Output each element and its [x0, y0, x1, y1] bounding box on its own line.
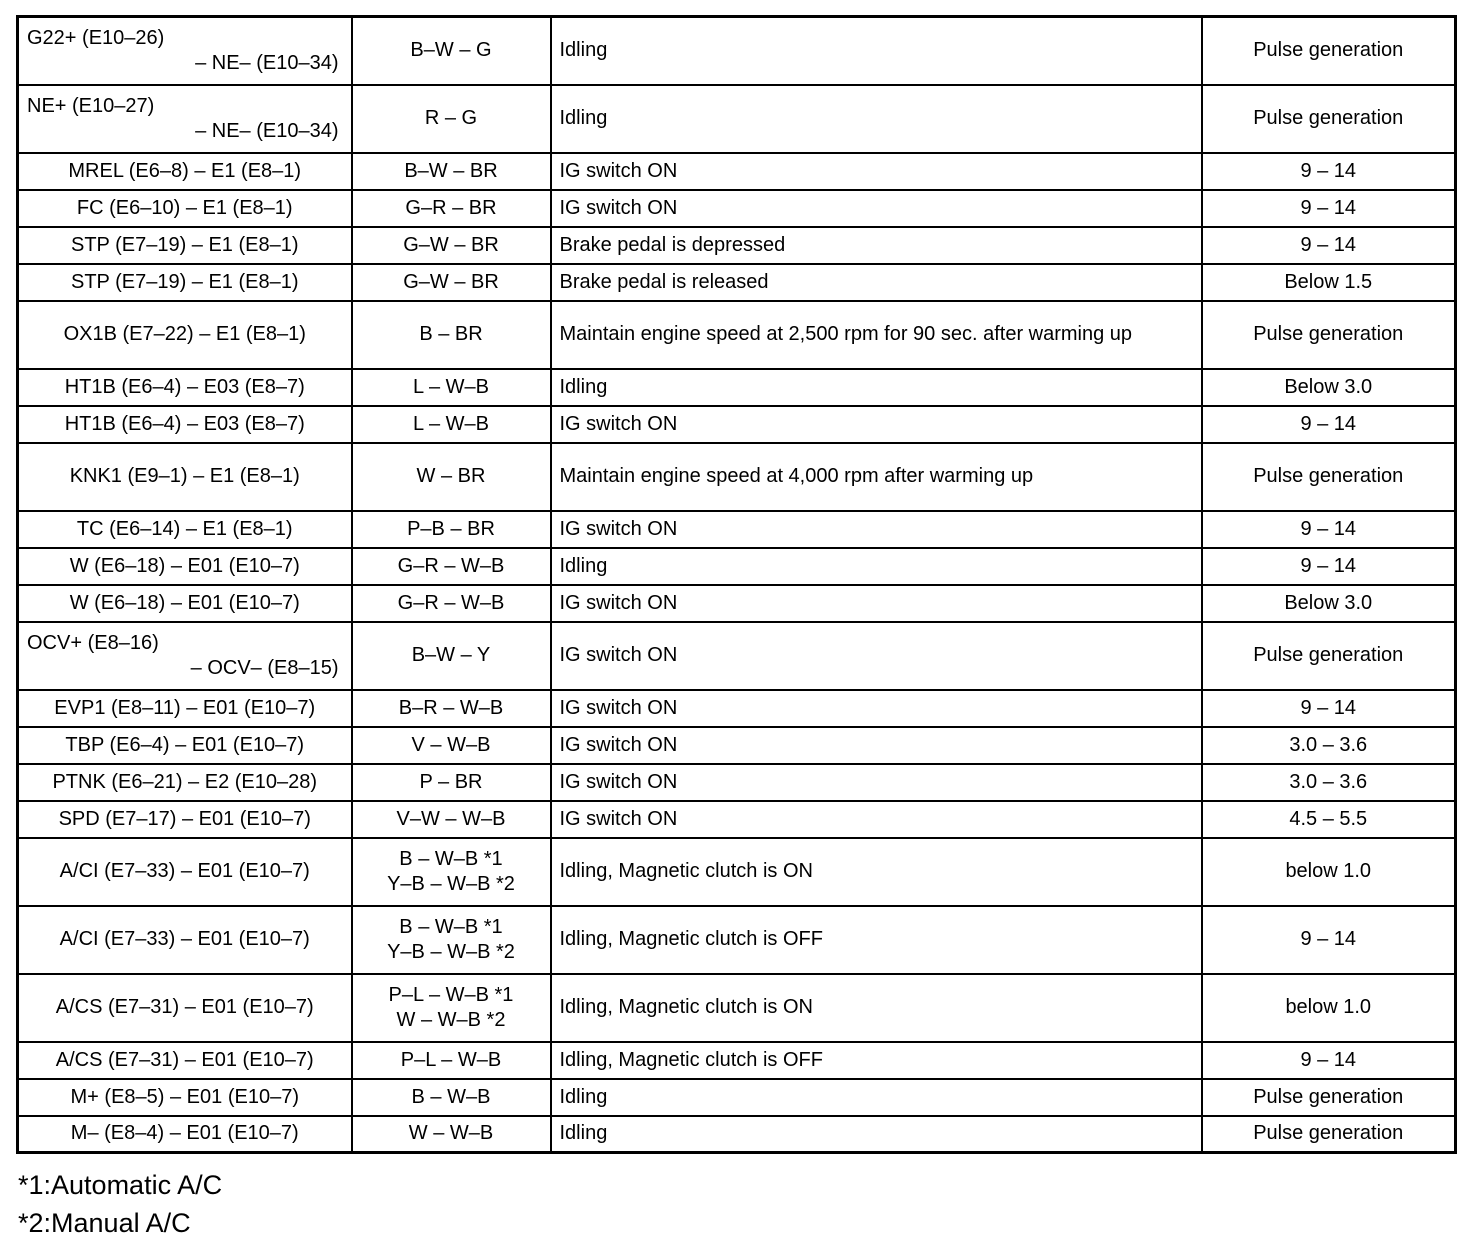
- standard-cell: Pulse generation: [1202, 622, 1456, 690]
- table-row: [18, 190, 1456, 227]
- wiring-color-cell: [352, 838, 551, 906]
- terminal-cell: A/CI (E7–33) – E01 (E10–7): [18, 906, 352, 974]
- wiring-color-cell: G–R – W–B: [352, 585, 551, 622]
- standard-cell: 3.0 – 3.6: [1202, 764, 1456, 801]
- standard-cell: below 1.0: [1202, 838, 1456, 906]
- wiring-color-cell: L – W–B: [352, 406, 551, 443]
- condition-cell: Idling: [551, 369, 1202, 406]
- terminal-cell: OX1B (E7–22) – E1 (E8–1): [18, 301, 352, 369]
- standard-cell: 9 – 14: [1202, 153, 1456, 190]
- wiring-color-line: Y–B – W–B *2: [387, 940, 515, 963]
- condition-cell: IG switch ON: [551, 801, 1202, 838]
- footnote-manual-ac: *2:Manual A/C: [18, 1208, 191, 1238]
- terminal-cell: A/CS (E7–31) – E01 (E10–7): [18, 974, 352, 1042]
- terminal-cell: TBP (E6–4) – E01 (E10–7): [18, 727, 352, 764]
- wiring-color-cell: B – W–B: [352, 1079, 551, 1116]
- wiring-color-line: Y–B – W–B *2: [387, 872, 515, 895]
- terminal-cell: TC (E6–14) – E1 (E8–1): [18, 511, 352, 548]
- condition-cell: IG switch ON: [551, 764, 1202, 801]
- standard-cell: 9 – 14: [1202, 1042, 1456, 1079]
- terminal-cell: STP (E7–19) – E1 (E8–1): [18, 227, 352, 264]
- condition-cell: Idling: [551, 85, 1202, 153]
- table-row: [18, 227, 1456, 264]
- standard-cell: 9 – 14: [1202, 511, 1456, 548]
- standard-cell: Pulse generation: [1202, 443, 1456, 511]
- table-row: [18, 443, 1456, 511]
- table-row: [18, 406, 1456, 443]
- wiring-color-cell: G–R – BR: [352, 190, 551, 227]
- terminal-line: OCV+ (E8–16): [27, 631, 159, 654]
- wiring-color-line: B – W–B *1: [399, 915, 503, 938]
- wiring-color-cell: [352, 906, 551, 974]
- table-row: [18, 838, 1456, 906]
- wiring-color-line: B – W–B *1: [399, 847, 503, 870]
- table-body: [18, 17, 1456, 1153]
- table-row: [18, 690, 1456, 727]
- terminal-cell: A/CS (E7–31) – E01 (E10–7): [18, 1042, 352, 1079]
- terminal-cell: PTNK (E6–21) – E2 (E10–28): [18, 764, 352, 801]
- condition-cell: IG switch ON: [551, 190, 1202, 227]
- standard-cell: Pulse generation: [1202, 85, 1456, 153]
- terminal-cell: KNK1 (E9–1) – E1 (E8–1): [18, 443, 352, 511]
- condition-cell: Idling: [551, 17, 1202, 85]
- standard-cell: 9 – 14: [1202, 906, 1456, 974]
- standard-cell: Below 3.0: [1202, 369, 1456, 406]
- wiring-color-cell: [352, 974, 551, 1042]
- standard-cell: Pulse generation: [1202, 301, 1456, 369]
- wiring-color-cell: G–R – W–B: [352, 548, 551, 585]
- table-row: [18, 511, 1456, 548]
- ecu-terminal-voltage-table: [16, 15, 1457, 1154]
- terminal-line: NE+ (E10–27): [27, 94, 155, 117]
- condition-cell: IG switch ON: [551, 622, 1202, 690]
- table-row: [18, 301, 1456, 369]
- table-row: [18, 1079, 1456, 1116]
- condition-cell: Idling: [551, 548, 1202, 585]
- standard-cell: 9 – 14: [1202, 227, 1456, 264]
- wiring-color-line: P–L – W–B *1: [388, 983, 514, 1006]
- condition-cell: IG switch ON: [551, 585, 1202, 622]
- terminal-cell: W (E6–18) – E01 (E10–7): [18, 548, 352, 585]
- condition-cell: Brake pedal is depressed: [551, 227, 1202, 264]
- table-row: [18, 264, 1456, 301]
- table-row: [18, 17, 1456, 85]
- condition-cell: IG switch ON: [551, 690, 1202, 727]
- wiring-color-cell: B–W – Y: [352, 622, 551, 690]
- terminal-cell: M– (E8–4) – E01 (E10–7): [18, 1116, 352, 1153]
- standard-cell: 4.5 – 5.5: [1202, 801, 1456, 838]
- condition-cell: IG switch ON: [551, 153, 1202, 190]
- wiring-color-cell: W – W–B: [352, 1116, 551, 1153]
- wiring-color-cell: R – G: [352, 85, 551, 153]
- wiring-color-cell: B–W – G: [352, 17, 551, 85]
- terminal-cell: HT1B (E6–4) – E03 (E8–7): [18, 406, 352, 443]
- condition-cell: Idling, Magnetic clutch is ON: [551, 838, 1202, 906]
- wiring-color-cell: G–W – BR: [352, 264, 551, 301]
- standard-cell: 3.0 – 3.6: [1202, 727, 1456, 764]
- terminal-line: – OCV– (E8–15): [190, 656, 339, 679]
- terminal-line: G22+ (E10–26): [27, 26, 165, 49]
- standard-cell: 9 – 14: [1202, 406, 1456, 443]
- terminal-cell: MREL (E6–8) – E1 (E8–1): [18, 153, 352, 190]
- terminal-cell: M+ (E8–5) – E01 (E10–7): [18, 1079, 352, 1116]
- condition-cell: Maintain engine speed at 4,000 rpm after warming up: [551, 443, 1202, 511]
- table-row: [18, 85, 1456, 153]
- standard-cell: Pulse generation: [1202, 17, 1456, 85]
- condition-cell: Idling, Magnetic clutch is ON: [551, 974, 1202, 1042]
- table-row: [18, 906, 1456, 974]
- wiring-color-cell: V – W–B: [352, 727, 551, 764]
- table-row: [18, 764, 1456, 801]
- table-row: [18, 153, 1456, 190]
- standard-cell: 9 – 14: [1202, 548, 1456, 585]
- wiring-color-cell: B–W – BR: [352, 153, 551, 190]
- condition-cell: IG switch ON: [551, 406, 1202, 443]
- terminal-cell: [18, 622, 352, 690]
- wiring-color-cell: G–W – BR: [352, 227, 551, 264]
- wiring-color-cell: V–W – W–B: [352, 801, 551, 838]
- wiring-color-cell: W – BR: [352, 443, 551, 511]
- table-row: [18, 622, 1456, 690]
- condition-cell: Brake pedal is released: [551, 264, 1202, 301]
- standard-cell: below 1.0: [1202, 974, 1456, 1042]
- terminal-cell: HT1B (E6–4) – E03 (E8–7): [18, 369, 352, 406]
- footnote-automatic-ac: *1:Automatic A/C: [18, 1170, 223, 1200]
- terminal-cell: [18, 85, 352, 153]
- condition-cell: Idling: [551, 1079, 1202, 1116]
- condition-cell: IG switch ON: [551, 727, 1202, 764]
- terminal-cell: FC (E6–10) – E1 (E8–1): [18, 190, 352, 227]
- wiring-color-line: W – W–B *2: [396, 1008, 506, 1031]
- table-row: [18, 974, 1456, 1042]
- wiring-color-cell: P – BR: [352, 764, 551, 801]
- condition-cell: Maintain engine speed at 2,500 rpm for 90 sec. after warming up: [551, 301, 1202, 369]
- table-row: [18, 801, 1456, 838]
- wiring-color-cell: P–B – BR: [352, 511, 551, 548]
- table-row: [18, 727, 1456, 764]
- table-row: [18, 369, 1456, 406]
- table-row: [18, 548, 1456, 585]
- terminal-cell: STP (E7–19) – E1 (E8–1): [18, 264, 352, 301]
- standard-cell: Below 3.0: [1202, 585, 1456, 622]
- condition-cell: Idling, Magnetic clutch is OFF: [551, 1042, 1202, 1079]
- terminal-cell: [18, 17, 352, 85]
- condition-cell: Idling: [551, 1116, 1202, 1153]
- table-row: [18, 1042, 1456, 1079]
- standard-cell: 9 – 14: [1202, 190, 1456, 227]
- wiring-color-cell: P–L – W–B: [352, 1042, 551, 1079]
- table-row: [18, 1116, 1456, 1153]
- wiring-color-cell: L – W–B: [352, 369, 551, 406]
- wiring-color-cell: B – BR: [352, 301, 551, 369]
- standard-cell: Below 1.5: [1202, 264, 1456, 301]
- terminal-cell: EVP1 (E8–11) – E01 (E10–7): [18, 690, 352, 727]
- wiring-color-cell: B–R – W–B: [352, 690, 551, 727]
- condition-cell: IG switch ON: [551, 511, 1202, 548]
- terminal-cell: W (E6–18) – E01 (E10–7): [18, 585, 352, 622]
- standard-cell: Pulse generation: [1202, 1116, 1456, 1153]
- standard-cell: 9 – 14: [1202, 690, 1456, 727]
- terminal-line: – NE– (E10–34): [195, 51, 339, 74]
- terminal-cell: SPD (E7–17) – E01 (E10–7): [18, 801, 352, 838]
- standard-cell: Pulse generation: [1202, 1079, 1456, 1116]
- footnotes: [18, 1166, 222, 1242]
- table-row: [18, 585, 1456, 622]
- terminal-cell: A/CI (E7–33) – E01 (E10–7): [18, 838, 352, 906]
- terminal-line: – NE– (E10–34): [195, 119, 339, 142]
- condition-cell: Idling, Magnetic clutch is OFF: [551, 906, 1202, 974]
